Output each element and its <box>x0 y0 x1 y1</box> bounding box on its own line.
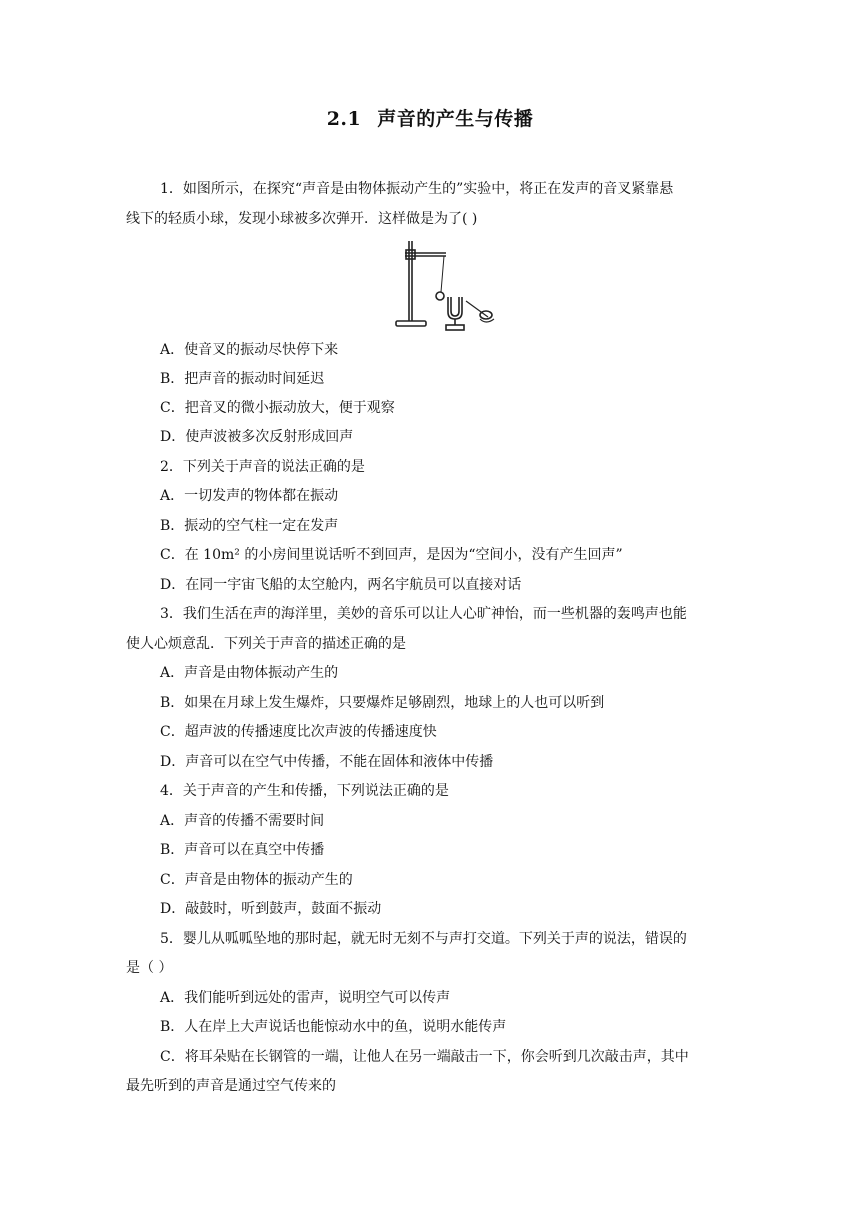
q5-option-c-line-1: C．将耳朵贴在长钢管的一端，让他人在另一端敲击一下，你会听到几次敲击声，其中 <box>160 1049 689 1065</box>
q5-stem-line-1: 5．婴儿从呱呱坠地的那时起，就无时无刻不与声打交道。下列关于声的说法，错误的 <box>160 931 687 947</box>
q1-option-b: B．把声音的振动时间延迟 <box>160 371 325 387</box>
q4-option-b: B．声音可以在真空中传播 <box>160 842 325 858</box>
q4-option-d: D．敲鼓时，听到鼓声，鼓面不振动 <box>160 901 382 917</box>
q4-option-a: A．声音的传播不需要时间 <box>160 813 325 829</box>
q2-stem: 2．下列关于声音的说法正确的是 <box>160 459 365 475</box>
page-title <box>0 104 860 131</box>
q3-option-d: D．声音可以在空气中传播，不能在固体和液体中传播 <box>160 754 494 770</box>
q5-stem-line-2: 是（ ） <box>126 960 173 976</box>
q1-option-d: D．使声波被多次反射形成回声 <box>160 429 354 445</box>
q5-option-a: A．我们能听到远处的雷声，说明空气可以传声 <box>160 990 451 1006</box>
q1-stem-line-1: 1．如图所示，在探究“声音是由物体振动产生的”实验中，将正在发声的音叉紧靠悬 <box>160 181 674 197</box>
q2-option-c: C．在 10m² 的小房间里说话听不到回声，是因为“空间小，没有产生回声” <box>160 547 623 563</box>
q3-stem-line-1: 3．我们生活在声的海洋里，美妙的音乐可以让人心旷神怡，而一些机器的轰鸣声也能 <box>160 606 687 622</box>
q3-option-a: A．声音是由物体振动产生的 <box>160 665 339 681</box>
q3-option-c: C．超声波的传播速度比次声波的传播速度快 <box>160 724 437 740</box>
q2-option-d: D．在同一宇宙飞船的太空舱内，两名宇航员可以直接对话 <box>160 577 522 593</box>
q4-option-c: C．声音是由物体的振动产生的 <box>160 872 353 888</box>
q3-option-b: B．如果在月球上发生爆炸，只要爆炸足够剧烈，地球上的人也可以听到 <box>160 695 605 711</box>
q5-option-b: B．人在岸上大声说话也能惊动水中的鱼，说明水能传声 <box>160 1019 507 1035</box>
tuning-fork-ball-figure <box>390 237 500 332</box>
q1-stem-line-2: 线下的轻质小球，发现小球被多次弹开．这样做是为了( ) <box>126 211 478 227</box>
q1-option-a: A．使音叉的振动尽快停下来 <box>160 342 339 358</box>
q5-option-c-line-2: 最先听到的声音是通过空气传来的 <box>126 1078 336 1094</box>
q2-option-b: B．振动的空气柱一定在发声 <box>160 518 339 534</box>
q3-stem-line-2: 使人心烦意乱．下列关于声音的描述正确的是 <box>126 636 406 652</box>
q4-stem: 4．关于声音的产生和传播，下列说法正确的是 <box>160 783 449 799</box>
section-number: 2.1 <box>326 108 362 130</box>
q2-option-a: A．一切发声的物体都在振动 <box>160 488 339 504</box>
section-title: 声音的产生与传播 <box>377 108 534 130</box>
q1-option-c: C．把音叉的微小振动放大，便于观察 <box>160 400 395 416</box>
